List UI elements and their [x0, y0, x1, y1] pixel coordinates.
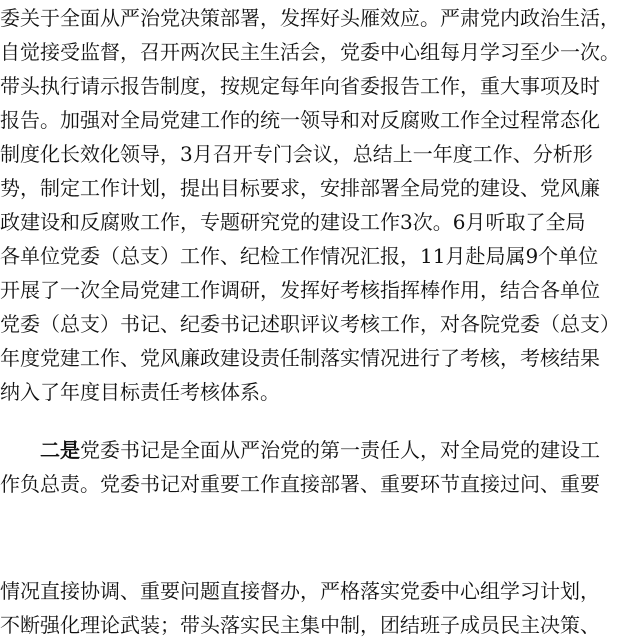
text-line-8: 各单位党委（总支）工作、纪检工作情况汇报，11月赴局属9个单位 — [0, 244, 599, 268]
paragraph-2-lead: 二是 — [40, 438, 80, 462]
text-line-6: 势，制定工作计划，提出目标要求，安排部署全局党的建设、党风廉 — [0, 176, 600, 200]
lower-line-1: 情况直接协调、重要问题直接督办，严格落实党委中心组学习计划， — [0, 579, 600, 603]
paragraph-2-line-2: 作负总责。党委书记对重要工作直接部署、重要环节直接过问、重要 — [0, 472, 600, 496]
text-line-4: 报告。加强对全局党建工作的统一领导和对反腐败工作全过程常态化 — [0, 108, 600, 132]
text-line-10: 党委（总支）书记、纪委书记述职评议考核工作，对各院党委（总支） — [0, 312, 620, 336]
text-line-5: 制度化长效化领导，3月召开专门会议，总结上一年度工作、分析形 — [0, 142, 593, 166]
text-line-12: 纳入了年度目标责任考核体系。 — [0, 380, 280, 404]
paragraph-2-line-1 — [40, 436, 640, 464]
text-line-9: 开展了一次全局党建工作调研，发挥好考核指挥棒作用，结合各单位 — [0, 278, 600, 302]
lower-line-2: 不断强化理论武装；带头落实民主集中制，团结班子成员民主决策、 — [0, 613, 600, 637]
text-line-3: 带头执行请示报告制度，按规定每年向省委报告工作，重大事项及时 — [0, 74, 600, 98]
text-line-1: 委关于全面从严治党决策部署，发挥好头雁效应。严肃党内政治生活， — [0, 6, 620, 30]
paragraph-2-line-1-text: 党委书记是全面从严治党的第一责任人，对全局党的建设工 — [80, 438, 600, 462]
text-line-11: 年度党建工作、党风廉政建设责任制落实情况进行了考核，考核结果 — [0, 346, 600, 370]
text-line-7: 政建设和反腐败工作，专题研究党的建设工作3次。6月听取了全局 — [0, 210, 586, 234]
text-line-2: 自觉接受监督，召开两次民主生活会，党委中心组每月学习至少一次。 — [0, 40, 620, 64]
